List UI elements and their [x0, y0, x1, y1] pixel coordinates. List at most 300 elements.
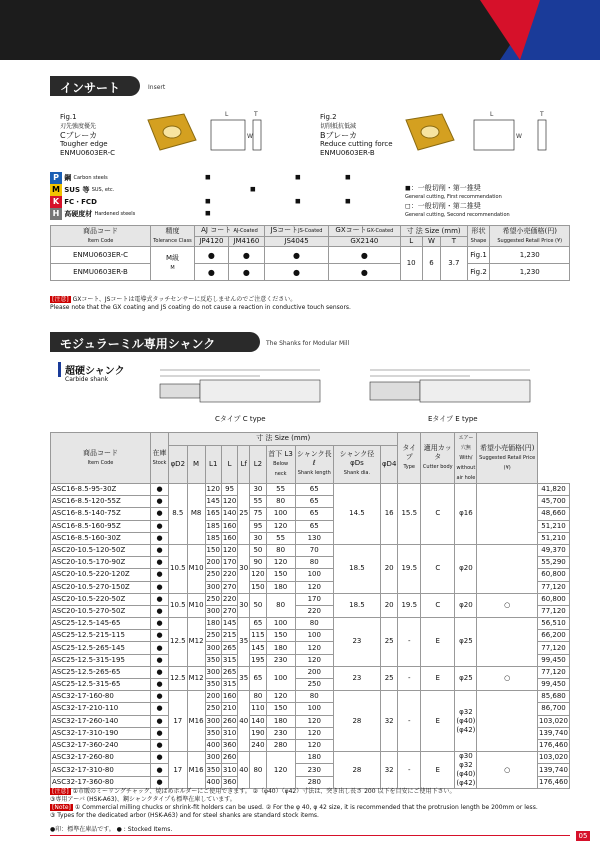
cell-type: C: [421, 593, 455, 617]
cell-code: ASC32-17-260-80: [51, 752, 151, 764]
cell-s: ●: [151, 727, 169, 739]
cell-code: ASC32-17-210-110: [51, 703, 151, 715]
cell-m: M16: [187, 691, 205, 752]
cell-l1: 350: [205, 727, 221, 739]
banner-red-shape: [480, 0, 540, 60]
shank-col-header: シャンク径 φDs Shank dia.: [333, 445, 380, 483]
cell-d4: 15.5: [398, 484, 421, 545]
cell-sl: 120: [295, 715, 333, 727]
cell-d2: 17: [169, 752, 188, 789]
cell-l2: 75: [250, 508, 266, 520]
cell-cutter: φ20: [455, 544, 477, 593]
cell-price: 60,800: [538, 569, 570, 581]
cell-l1: 400: [205, 739, 221, 751]
cell-l3: 100: [266, 618, 295, 630]
cell-l1: 300: [205, 642, 221, 654]
shank-col-header: シャンク長 ℓ Shank length: [295, 445, 333, 483]
cell-s: ●: [151, 739, 169, 751]
cell-price: 86,700: [538, 703, 570, 715]
cell-d4: -: [398, 691, 421, 752]
material-legend: [50, 172, 135, 220]
cell-m: M8: [187, 484, 205, 545]
cell-s: ●: [151, 557, 169, 569]
cell-price: 77,120: [538, 605, 570, 617]
cell-price: 176,460: [538, 776, 570, 788]
cell-l2: 110: [250, 703, 266, 715]
cell-dsh: 25: [380, 666, 397, 690]
cell-l1: 300: [205, 605, 221, 617]
cell-l: 310: [221, 727, 237, 739]
cell-l: 160: [221, 691, 237, 703]
cell-sl: 250: [295, 679, 333, 691]
cell-s: ●: [151, 691, 169, 703]
cell-l1: 250: [205, 703, 221, 715]
cell-code: ASC20-10.5-270-50Z: [51, 605, 151, 617]
cell-ds: 28: [333, 752, 380, 789]
cell-type: E: [421, 752, 455, 789]
cell-l: 140: [221, 508, 237, 520]
cell-l1: 250: [205, 593, 221, 605]
cell-sl: 170: [295, 593, 333, 605]
cell-cutter: φ25: [455, 618, 477, 667]
cell-l2: 50: [250, 544, 266, 556]
cell-sl: 120: [295, 654, 333, 666]
cell-sl: 120: [295, 727, 333, 739]
cell-ds: 23: [333, 618, 380, 667]
cell-type: E: [421, 618, 455, 667]
cell-code: ASC32-17-160-80: [51, 691, 151, 703]
insert-b-image: [398, 110, 458, 156]
shank-table: 商品コード Item Code 在庫 Stock 寸 法 Size (mm) タイプ Type 適用カッタ Cutter body エアー穴無 With/ without air hole 希望小売価格(円) Suggested Retail Price (¥) φD2 M L1 L Lf L2 首下 L3 Below neck シャンク長 ℓ Shank length シャンク径 φDs Shank dia. φD4 ASC16-8.5-95-30Z ● 8.5 M8 120 95 25 30 55 65 14.5 16 15.5 C φ16 41,820 ASC16-8.5-120-55Z ● 145 120 55 80 65 45,700 ASC16-8.5-140-75Z ● 165 140 75 100 65 48,660 ASC16-8.5-160-95Z ● 185 160 95 120 65 51,210 ASC16-8.5-160-30Z ● 185 160 30 55 130 51,210 ASC20-10.5-120-50Z ● 10.5 M10 150 120 30 50 80 70 18.5 20 19.5 C φ20 49,370 ASC20-10.5-170-90Z ● 200 170 90 120 80 55,290 ASC20-10.5-220-120Z ● 250 220 120 150 100 60,800 ASC20-10.5-270-150Z ● 300 270 150 180 120 77,120 ASC20-10.5-220-50Z ● 10.5 M10 250 220 30 50 80 170 18.5 20 19.5 C φ20 ○ 60,800 ASC20-10.5-270-50Z ● 300 270 220 77,120 ASC25-12.5-145-65 ● 12.5 M12 180 145 35 65 100 80 23 25 - E φ25 56,510 ASC25-12.5-215-115 ● 250 215 115 150 100 66,200 ASC25-12.5-265-145 ● 300 265 145 180 120 77,120 ASC25-12.5-315-195 ● 350 315 195 230 120 99,450 ASC25-12.5-265-65 ● 12.5 M12 300 265 35 65 100 200 23 25 - E φ25 ○ 77,120 ASC25-12.5-315-65 ● 350 315 250 99,450 ASC32-17-160-80 ● 17 M16 200 160 40 80 120 80 28 32 - E φ32 (φ40) (φ42) 85,680 ASC32-17-210-110 ● 250 210 110 150 100 86,700 ASC32-17-260-140 ● 300 260 140 180 120 103,020 ASC32-17-310-190 ● 350 310 190 230 120 139,740 ASC32-17-360-240 ● 400 360 240 280 120 176,460 ASC32-17-260-80 ● 17 M16 300 260 40 80 120 180 28 32 - E φ30 φ32 (φ40) (φ42) ○ 103,020 ASC32-17-310-80 ● 350 310 230 139,740 ASC32-17-360-80 ● 400 360 280 176,460: [52, 434, 568, 788]
cell-s: ●: [151, 752, 169, 764]
cell-l2: 120: [250, 569, 266, 581]
insert-section-subtitle: Insert: [148, 84, 166, 91]
cell-ds: 23: [333, 666, 380, 690]
cell-l: 120: [221, 544, 237, 556]
table-row: ENMU0603ER-C M級 M ● ● ● ● 10 6 3.7 Fig.1 1,230: [51, 247, 570, 264]
stock-legend: ●印：標準在庫品です。 ● : Stocked Items.: [50, 826, 173, 833]
cell-l2: 80: [250, 752, 266, 789]
cell-d2: 8.5: [169, 484, 188, 545]
cell-sl: 100: [295, 703, 333, 715]
cell-l3: 80: [266, 544, 295, 556]
cell-l1: 300: [205, 752, 221, 764]
cell-m: M16: [187, 752, 205, 789]
cell-d4: -: [398, 666, 421, 690]
cell-l: 215: [221, 630, 237, 642]
cell-sl: 220: [295, 605, 333, 617]
cell-l1: 250: [205, 569, 221, 581]
cell-l1: 200: [205, 691, 221, 703]
table-row: [51, 544, 570, 556]
cell-l: 315: [221, 679, 237, 691]
cell-sl: 65: [295, 520, 333, 532]
cell-sl: 180: [295, 752, 333, 764]
cell-l: 360: [221, 776, 237, 788]
shank-notes: [注意] ①市販のミーリングチャック、焼ばめホルダーにご使用できます。 ②（φ40）（φ42）寸法は、突き出し長さ 200 以下を目安にご使用下さい。 ③専用アーバ (HSK-A63)、鋼シャンクタイプも標準在庫しています。 [Note] ① Commercial milling chucks or shrink-fit holders can be used. ② For the φ 40, φ 42 size, it is recommended that the protrusion length be 200mm or less. ③ Types for the dedicated arbor (HSK-A63) and for steel shanks are standard stock items.: [50, 788, 538, 819]
cell-air: [477, 691, 538, 752]
cell-sl: 80: [295, 618, 333, 630]
cell-price: 77,120: [538, 581, 570, 593]
material-h: H 高硬度材 Hardened steels: [50, 208, 135, 220]
cell-code: ASC32-17-310-80: [51, 764, 151, 776]
cell-sl: 65: [295, 508, 333, 520]
cell-dsh: 20: [380, 593, 397, 617]
carbide-shank-title: 超硬シャンク: [58, 362, 125, 377]
cell-lf: 40: [238, 691, 250, 752]
cell-code: ASC32-17-360-80: [51, 776, 151, 788]
cell-sl: 65: [295, 484, 333, 496]
cell-code: ASC25-12.5-265-145: [51, 642, 151, 654]
cell-d4: -: [398, 618, 421, 667]
cell-air: [477, 484, 538, 545]
cell-sl: 100: [295, 630, 333, 642]
cell-l2: 80: [250, 691, 266, 703]
cell-l: 220: [221, 593, 237, 605]
cell-m: M10: [187, 593, 205, 617]
cell-price: 99,450: [538, 654, 570, 666]
cell-price: 99,450: [538, 679, 570, 691]
cell-l1: 150: [205, 544, 221, 556]
cell-l2: 145: [250, 642, 266, 654]
cell-l1: 145: [205, 496, 221, 508]
cell-price: 103,020: [538, 715, 570, 727]
shank-col-header: M: [187, 445, 205, 483]
cell-s: ●: [151, 569, 169, 581]
cell-price: 41,820: [538, 484, 570, 496]
cell-sl: 80: [295, 557, 333, 569]
cell-l1: 300: [205, 666, 221, 678]
cell-l1: 300: [205, 581, 221, 593]
cell-d2: 12.5: [169, 666, 188, 690]
cell-d2: 12.5: [169, 618, 188, 667]
svg-text:T: T: [540, 111, 544, 118]
cell-l1: 250: [205, 630, 221, 642]
cell-l1: 180: [205, 618, 221, 630]
cell-l: 160: [221, 532, 237, 544]
cell-code: ASC25-12.5-315-195: [51, 654, 151, 666]
type-c-label: Cタイプ C type: [215, 415, 266, 423]
type-e-label: Eタイプ E type: [428, 415, 478, 423]
cell-l2: 150: [250, 581, 266, 593]
cell-s: ●: [151, 715, 169, 727]
cell-d4: 19.5: [398, 593, 421, 617]
shank-col-header: 首下 L3 Below neck: [266, 445, 295, 483]
cell-s: ●: [151, 593, 169, 605]
cell-s: ●: [151, 520, 169, 532]
cell-l2: 90: [250, 557, 266, 569]
table-row: [51, 593, 570, 605]
cell-l: 315: [221, 654, 237, 666]
cell-s: ●: [151, 496, 169, 508]
cell-dsh: 16: [380, 484, 397, 545]
recommendation-legend: ◼：一般切削・第一推奨 General cutting, First recommendation ◻：一般切削・第二推奨 General cutting, Second recommendation: [405, 184, 510, 218]
cell-l3: 230: [266, 654, 295, 666]
shank-section-subtitle: The Shanks for Modular Mill: [266, 340, 350, 347]
insert-note: [注意] GXコート、JSコートは電導式タッチセンサーに反応しませんのでご注意ください。 Please note that the GX coating and JS coating do not cause a reaction in conductive touch sensors.: [50, 296, 351, 311]
insert-c-drawing: [205, 108, 265, 164]
cell-s: ●: [151, 544, 169, 556]
cell-lf: 25: [238, 484, 250, 545]
shank-col-header: L1: [205, 445, 221, 483]
table-row: [51, 752, 570, 764]
cell-code: ASC25-12.5-215-115: [51, 630, 151, 642]
shank-col-header: φD2: [169, 445, 188, 483]
cell-dsh: 32: [380, 691, 397, 752]
cell-code: ASC16-8.5-160-95Z: [51, 520, 151, 532]
shank-col-header: Lf: [238, 445, 250, 483]
cell-code: ASC16-8.5-95-30Z: [51, 484, 151, 496]
cell-l2: 65: [250, 666, 266, 690]
cell-l: 120: [221, 496, 237, 508]
cell-type: E: [421, 666, 455, 690]
cell-price: 55,290: [538, 557, 570, 569]
cell-d2: 10.5: [169, 593, 188, 617]
cell-air: ○: [477, 752, 538, 789]
cell-ds: 28: [333, 691, 380, 752]
cell-s: ●: [151, 679, 169, 691]
cell-s: ●: [151, 654, 169, 666]
cell-code: ASC25-12.5-265-65: [51, 666, 151, 678]
cell-air: [477, 544, 538, 593]
shank-e-drawing: [360, 362, 540, 412]
cell-price: 77,120: [538, 666, 570, 678]
insert-b-drawing: [468, 108, 568, 164]
cell-type: C: [421, 484, 455, 545]
shank-c-drawing: [150, 362, 330, 412]
cell-l2: 30: [250, 484, 266, 496]
cell-l: 220: [221, 569, 237, 581]
cell-price: 139,740: [538, 764, 570, 776]
cell-code: ASC20-10.5-220-120Z: [51, 569, 151, 581]
cell-l3: 100: [266, 508, 295, 520]
svg-text:T: T: [254, 111, 258, 118]
cell-l: 265: [221, 666, 237, 678]
cell-price: 77,120: [538, 642, 570, 654]
cell-l2: 95: [250, 520, 266, 532]
cell-cutter: φ20: [455, 593, 477, 617]
carbide-shank-subtitle: Carbide shank: [65, 376, 109, 383]
bottom-rule: [50, 835, 570, 836]
cell-code: ASC32-17-360-240: [51, 739, 151, 751]
cell-price: 49,370: [538, 544, 570, 556]
cell-cutter: φ25: [455, 666, 477, 690]
cell-type: C: [421, 544, 455, 593]
cell-l2: 50: [250, 593, 266, 617]
fig1-caption: Fig.1 刃先強度優先 Cブレーカ Tougher edge ENMU0603ER-C: [60, 113, 116, 157]
cell-price: 85,680: [538, 691, 570, 703]
cell-l3: 180: [266, 581, 295, 593]
cell-dsh: 25: [380, 618, 397, 667]
cell-l3: 180: [266, 642, 295, 654]
cell-cutter: φ30 φ32 (φ40) (φ42): [456, 752, 476, 788]
cell-code: ASC25-12.5-315-65: [51, 679, 151, 691]
cell-m: M10: [187, 544, 205, 593]
cell-l1: 185: [205, 520, 221, 532]
cell-l3: 120: [266, 691, 295, 703]
shank-col-header: L2: [250, 445, 266, 483]
cell-s: ●: [151, 764, 169, 776]
cell-price: 60,800: [538, 593, 570, 605]
cell-l: 170: [221, 557, 237, 569]
cell-s: ●: [151, 776, 169, 788]
cell-l: 265: [221, 642, 237, 654]
cell-s: ●: [151, 484, 169, 496]
cell-ds: 14.5: [333, 484, 380, 545]
cell-sl: 120: [295, 739, 333, 751]
cell-lf: 35: [238, 618, 250, 667]
cell-l: 160: [221, 520, 237, 532]
table-row: [51, 666, 570, 678]
insert-c-image: [140, 110, 200, 156]
cell-l1: 200: [205, 557, 221, 569]
cell-sl: 200: [295, 666, 333, 678]
cell-l3: 180: [266, 715, 295, 727]
cell-code: ASC20-10.5-120-50Z: [51, 544, 151, 556]
cell-l3: 150: [266, 703, 295, 715]
table-row: [51, 618, 570, 630]
cell-s: ●: [151, 630, 169, 642]
cell-l2: 240: [250, 739, 266, 751]
cell-l3: 100: [266, 666, 295, 690]
cell-l1: 300: [205, 715, 221, 727]
cell-s: ●: [151, 666, 169, 678]
cell-sl: 280: [295, 776, 333, 788]
svg-text:W: W: [516, 133, 522, 140]
table-row: ENMU0603ER-B ● ● ● ● Fig.2 1,230: [51, 264, 570, 281]
cell-l3: 80: [266, 593, 295, 617]
svg-text:L: L: [225, 111, 229, 118]
cell-price: 139,740: [538, 727, 570, 739]
page-number: 05: [576, 831, 590, 841]
table-row: [51, 691, 570, 703]
cell-s: ●: [151, 508, 169, 520]
cell-d2: 10.5: [169, 544, 188, 593]
cell-l: 210: [221, 703, 237, 715]
cell-l3: 55: [266, 484, 295, 496]
cell-s: ●: [151, 581, 169, 593]
material-marks: ◼ ◼ ◼ ◼ ◼ ◼ ◼ ◼: [205, 173, 351, 217]
cell-d4: 19.5: [398, 544, 421, 593]
cell-dsh: 32: [380, 752, 397, 789]
cell-price: 51,210: [538, 520, 570, 532]
cell-l1: 350: [205, 654, 221, 666]
cell-code: ASC16-8.5-120-55Z: [51, 496, 151, 508]
cell-l3: 230: [266, 727, 295, 739]
cell-l1: 350: [205, 679, 221, 691]
cell-code: ASC20-10.5-270-150Z: [51, 581, 151, 593]
cell-l3: 120: [266, 520, 295, 532]
cell-code: ASC16-8.5-140-75Z: [51, 508, 151, 520]
cell-m: M12: [187, 618, 205, 667]
cell-l3: 55: [266, 532, 295, 544]
top-banner: [0, 0, 600, 60]
cell-s: ●: [151, 618, 169, 630]
cell-l2: 190: [250, 727, 266, 739]
cell-l1: 350: [205, 764, 221, 776]
cell-price: 56,510: [538, 618, 570, 630]
cell-sl: 130: [295, 532, 333, 544]
cell-price: 176,460: [538, 739, 570, 751]
cell-code: ASC20-10.5-170-90Z: [51, 557, 151, 569]
cell-l3: 80: [266, 496, 295, 508]
cell-l: 145: [221, 618, 237, 630]
cell-ds: 18.5: [333, 593, 380, 617]
cell-sl: 70: [295, 544, 333, 556]
cell-ds: 18.5: [333, 544, 380, 593]
cell-air: [477, 618, 538, 667]
cell-code: ASC32-17-260-140: [51, 715, 151, 727]
cell-s: ●: [151, 532, 169, 544]
cell-l2: 140: [250, 715, 266, 727]
cell-sl: 65: [295, 496, 333, 508]
cell-l2: 55: [250, 496, 266, 508]
cell-l3: 150: [266, 569, 295, 581]
cell-price: 103,020: [538, 752, 570, 764]
cell-l3: 280: [266, 739, 295, 751]
cell-lf: 30: [238, 593, 250, 617]
cell-l: 270: [221, 605, 237, 617]
cell-code: ASC16-8.5-160-30Z: [51, 532, 151, 544]
cell-l3: 120: [266, 752, 295, 789]
cell-s: ●: [151, 703, 169, 715]
cell-sl: 80: [295, 691, 333, 703]
table-row: [51, 484, 570, 496]
cell-code: ASC25-12.5-145-65: [51, 618, 151, 630]
cell-type: E: [421, 691, 455, 752]
shank-section-title: モジュラーミル専用シャンク: [50, 332, 260, 352]
cell-l2: 65: [250, 618, 266, 630]
cell-code: ASC32-17-310-190: [51, 727, 151, 739]
cell-sl: 100: [295, 569, 333, 581]
cell-lf: 30: [238, 544, 250, 593]
cell-l: 95: [221, 484, 237, 496]
cell-l1: 120: [205, 484, 221, 496]
cell-l: 360: [221, 739, 237, 751]
cell-m: M12: [187, 666, 205, 690]
cell-l2: 30: [250, 532, 266, 544]
cell-s: ●: [151, 605, 169, 617]
cell-l2: 195: [250, 654, 266, 666]
cell-sl: 120: [295, 642, 333, 654]
cell-cutter: φ16: [455, 484, 477, 545]
svg-text:L: L: [490, 111, 494, 118]
material-p: P 鋼 Carbon steels: [50, 172, 135, 184]
cell-air: ○: [477, 593, 538, 617]
cell-l: 260: [221, 752, 237, 764]
cell-price: 66,200: [538, 630, 570, 642]
cell-price: 48,660: [538, 508, 570, 520]
cell-l2: 115: [250, 630, 266, 642]
cell-l: 270: [221, 581, 237, 593]
cell-air: ○: [477, 666, 538, 690]
cell-code: ASC20-10.5-220-50Z: [51, 593, 151, 605]
material-k: K FC・FCD: [50, 196, 135, 208]
cell-sl: 120: [295, 581, 333, 593]
cell-l1: 400: [205, 776, 221, 788]
cell-price: 45,700: [538, 496, 570, 508]
cell-l: 310: [221, 764, 237, 776]
cell-l1: 165: [205, 508, 221, 520]
cell-dsh: 20: [380, 544, 397, 593]
insert-section-title: インサート: [50, 76, 140, 96]
cell-price: 51,210: [538, 532, 570, 544]
cell-l3: 150: [266, 630, 295, 642]
material-m: M SUS 等 SUS, etc.: [50, 184, 135, 196]
cell-s: ●: [151, 642, 169, 654]
cell-cutter: φ32 (φ40) (φ42): [455, 691, 477, 752]
cell-lf: 35: [238, 666, 250, 690]
